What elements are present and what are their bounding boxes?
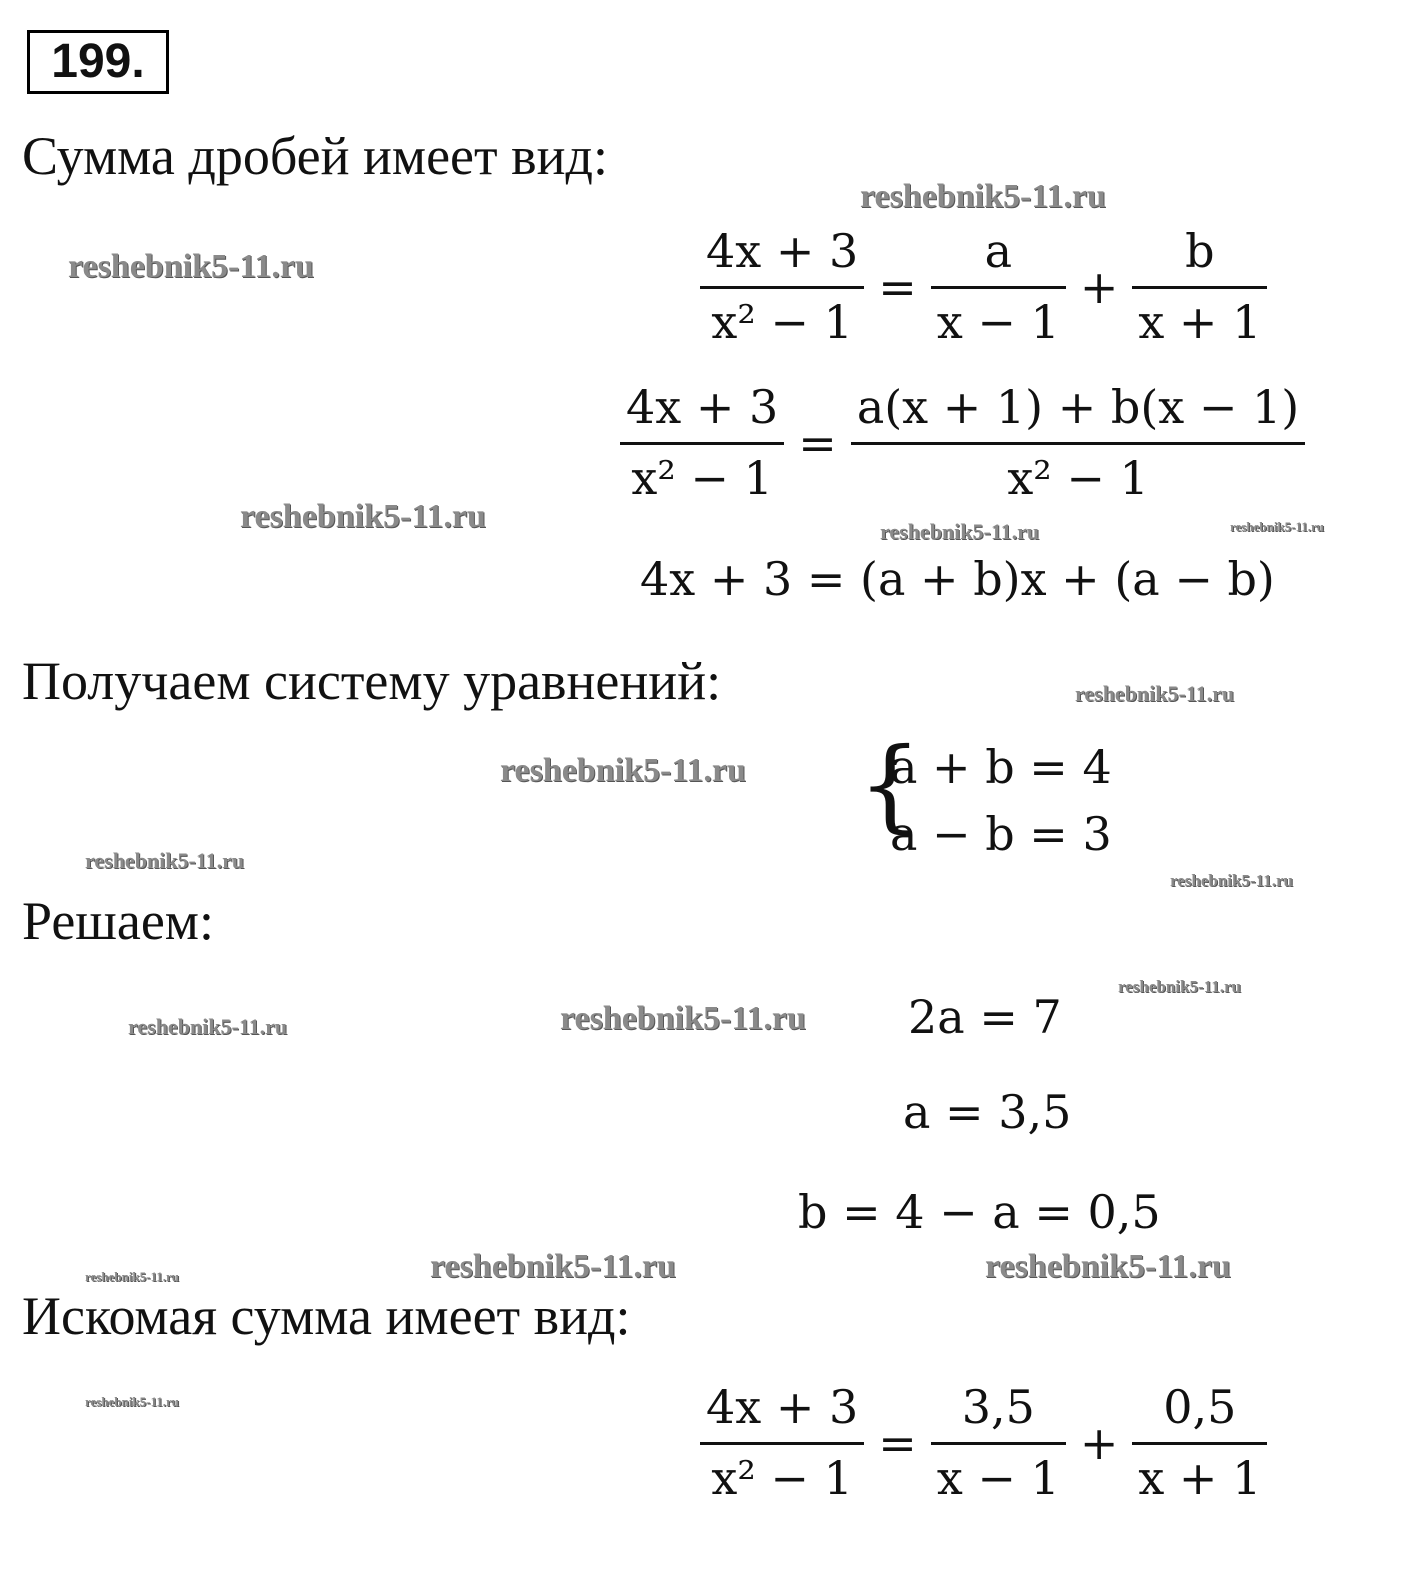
denominator: x − 1 [931,1442,1066,1505]
watermark: reshebnik5-11.ru [860,178,1106,215]
equation-1 [700,224,1267,349]
heading-result: Искомая сумма имеет вид: [22,1286,631,1346]
equation-final [700,1380,1267,1505]
numerator: 4x + 3 [626,380,779,434]
solve-step-3: b = 4 − a = 0,5 [798,1185,1161,1239]
system-line-1: a + b = 4 [890,740,1112,794]
watermark: reshebnik5-11.ru [240,498,486,535]
fraction-a [931,1380,1066,1505]
heading-solve: Решаем: [22,891,214,951]
fraction-lhs [700,224,864,349]
fraction-b [1132,224,1267,349]
equals-sign: = [878,259,917,314]
equals-sign: = [798,415,837,470]
denominator: x − 1 [931,286,1066,349]
denominator: x² − 1 [700,1442,864,1505]
watermark: reshebnik5-11.ru [1118,977,1241,996]
watermark: reshebnik5-11.ru [1075,681,1235,706]
problem-number: 199. [27,30,169,94]
plus-sign: + [1079,259,1119,314]
watermark: reshebnik5-11.ru [1170,871,1293,890]
watermark: reshebnik5-11.ru [880,519,1040,544]
denominator: x² − 1 [851,442,1305,505]
watermark: reshebnik5-11.ru [1230,519,1325,534]
plus-sign: + [1079,1415,1119,1470]
fraction-rhs [851,380,1305,505]
solve-step-1: 2a = 7 [908,990,1062,1044]
system-line-2: a − b = 3 [890,807,1112,861]
fraction-lhs [700,1380,864,1505]
fraction-a [931,224,1066,349]
numerator: 4x + 3 [706,1380,859,1434]
denominator: x² − 1 [620,442,784,505]
brace-icon: { [858,726,922,843]
numerator: b [1185,224,1215,278]
equation-3: 4x + 3 = (a + b)x + (a − b) [640,552,1275,606]
watermark: reshebnik5-11.ru [68,248,314,285]
watermark: reshebnik5-11.ru [85,1269,180,1284]
numerator: 0,5 [1163,1380,1237,1434]
watermark: reshebnik5-11.ru [500,752,746,789]
watermark: reshebnik5-11.ru [430,1248,676,1285]
equation-2 [620,380,1305,505]
numerator: a(x + 1) + b(x − 1) [856,380,1300,434]
fraction-lhs [620,380,784,505]
watermark: reshebnik5-11.ru [128,1014,288,1039]
numerator: a [984,224,1013,278]
watermark: reshebnik5-11.ru [85,848,245,873]
numerator: 3,5 [961,1380,1035,1434]
watermark: reshebnik5-11.ru [560,1000,806,1037]
heading-system: Получаем систему уравнений: [22,651,722,711]
equals-sign: = [878,1415,917,1470]
heading-sum-form: Сумма дробей имеет вид: [22,126,608,186]
fraction-b [1132,1380,1267,1505]
watermark: reshebnik5-11.ru [85,1394,180,1409]
denominator: x² − 1 [700,286,864,349]
solve-step-2: a = 3,5 [903,1085,1072,1139]
denominator: x + 1 [1132,286,1267,349]
denominator: x + 1 [1132,1442,1267,1505]
numerator: 4x + 3 [706,224,859,278]
watermark: reshebnik5-11.ru [985,1248,1231,1285]
